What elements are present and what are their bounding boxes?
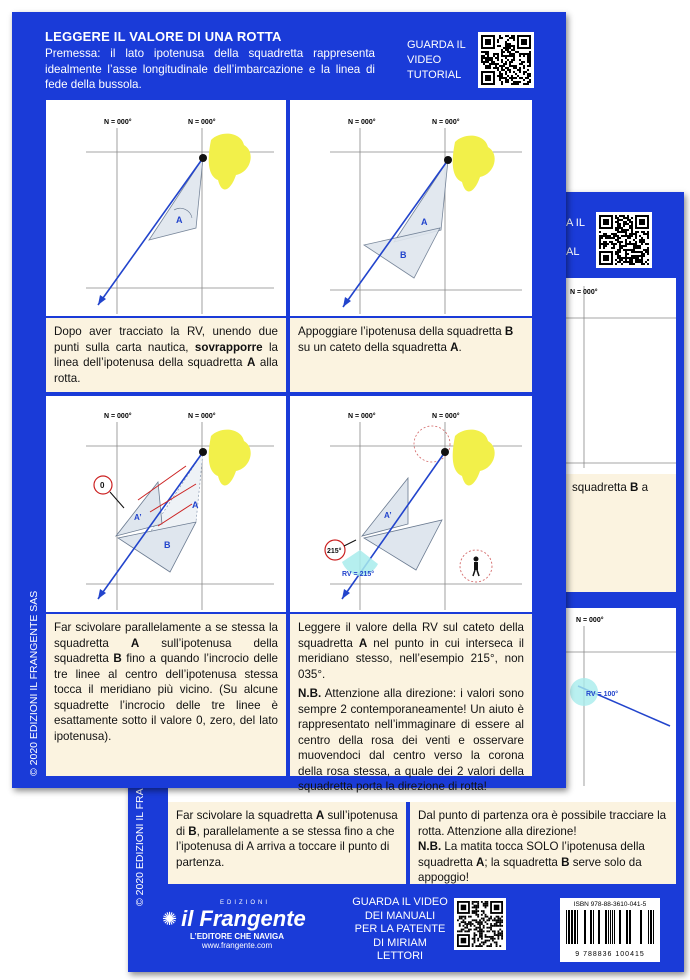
svg-text:B: B — [164, 540, 171, 550]
back-copyright: © 2020 EDIZIONI IL FRA — [134, 788, 146, 906]
front-copyright: © 2020 EDIZIONI IL FRANGENTE SAS — [28, 590, 40, 776]
back-caption-step5: Far scivolare la squadretta A sull’ipotenusa di B, parallelamente a se stessa fino a che l’ipotenusa di A arriva a toccare il punto di partenza. — [168, 802, 406, 884]
island-shape — [209, 134, 251, 190]
rv-215-label: RV = 215° — [342, 571, 375, 578]
barcode-icon — [560, 908, 660, 946]
island-shape — [453, 136, 495, 192]
video-tutorial-label: GUARDA IL VIDEO TUTORIAL — [407, 39, 466, 81]
video-qr-code[interactable] — [478, 32, 534, 88]
premise-text: Premessa: il lato ipotenusa della squadretta rappresenta idealmente l’asse longitudinale dell’imbarcazione e la linea di fede della bussola. — [45, 47, 375, 91]
qr-code-icon — [481, 35, 531, 85]
svg-text:B: B — [400, 250, 407, 260]
qr-code-icon — [457, 901, 503, 947]
rv-100-label: RV = 100° — [586, 691, 619, 698]
back-panel-1 — [564, 278, 676, 474]
svg-text:N = 000°: N = 000° — [188, 119, 216, 126]
publisher-logo[interactable]: EDIZIONI ✺ il Frangente L’EDITORE CHE NAVIGA www.frangente.com — [162, 900, 306, 950]
front-card — [12, 12, 566, 793]
manual-video-label: GUARDA IL VIDEO DEI MANUALI PER LA PATENTE DI MIRIAM LETTORI — [352, 896, 448, 962]
front-header — [45, 29, 375, 93]
diagram-step1-svg — [46, 100, 286, 316]
svg-text:A’: A’ — [134, 513, 142, 522]
svg-text:A: A — [192, 500, 199, 510]
diagram-step2-svg — [290, 100, 532, 316]
diagram-step4-svg — [290, 396, 532, 612]
diagram-step3 — [46, 396, 286, 612]
diagram-step1 — [46, 100, 286, 316]
island-shape — [453, 430, 495, 486]
back-diagram-2 — [564, 608, 676, 788]
svg-text:N = 000°: N = 000° — [348, 119, 376, 126]
person-icon — [473, 557, 479, 577]
manual-qr-code[interactable] — [454, 898, 506, 950]
island-shape — [209, 430, 251, 486]
caption-step4: Leggere il valore della RV sul cateto della squadretta A nel punto in cui interseca il meridiano stesso, nell’esempio 215°, non 035°. N.B. Attenzione alla direzione: i valori sono sempre 2 contemporaneamente! Un aiuto è rappresentato nell’immaginare di essere al centro della rosa dei venti e osservare muovendoci dal centro verso la corona della rosa stessa, a quale dei 2 valori della squadretta porta la direzione di rotta! — [290, 614, 532, 776]
svg-text:0: 0 — [100, 481, 105, 490]
svg-text:N = 000°: N = 000° — [188, 413, 216, 420]
back-north-label: N = 000° — [570, 289, 598, 296]
back-caption-fragment: squadretta B a — [564, 474, 676, 592]
caption-step1: Dopo aver tracciato la RV, unendo due punti sulla carta nautica, sovrapporre la linea dell’ipotenusa della squadretta A alla rotta. — [46, 318, 286, 392]
caption-step2: Appoggiare l’ipotenusa della squadretta B su un cateto della squadretta A. — [290, 318, 532, 392]
page-title: LEGGERE IL VALORE DI UNA ROTTA — [45, 29, 282, 44]
svg-text:N = 000°: N = 000° — [348, 413, 376, 420]
svg-text:N = 000°: N = 000° — [576, 617, 604, 624]
diagram-step4 — [290, 396, 532, 612]
compass-rose-icon: ✺ — [162, 908, 178, 929]
back-caption-step6: Dal punto di partenza ora è possibile tracciare la rotta. Attenzione alla direzione! N.B. La matita tocca SOLO l’ipotenusa della squadretta A; la squadretta B serve solo da appoggio! — [410, 802, 676, 884]
svg-text:A: A — [176, 215, 183, 225]
isbn-barcode: ISBN 978-88-3610-041-5 9 788836 100415 — [560, 898, 660, 962]
back-diagram-1 — [564, 278, 676, 474]
back-panel-2 — [564, 608, 676, 788]
back-qr-code[interactable] — [596, 212, 652, 268]
svg-text:A: A — [421, 217, 428, 227]
caption-step3: Far scivolare parallelamente a se stessa la squadretta A sull’ipotenusa della squadretta B fino a quando l’incrocio delle tre linee al centro dell’ipotenusa stessa tocca il meridiano più vicino. (Su alcune squadrette l’incrocio delle tre linee è esattamente sotto il valore 0, zero, del lato ipotenusa). — [46, 614, 286, 776]
diagram-step2 — [290, 100, 532, 316]
svg-text:N = 000°: N = 000° — [432, 119, 460, 126]
svg-text:N = 000°: N = 000° — [104, 413, 132, 420]
back-video-label: A IL AL — [566, 217, 585, 258]
qr-code-icon — [599, 215, 649, 265]
svg-text:A’: A’ — [384, 511, 392, 520]
diagram-step3-svg — [46, 396, 286, 612]
svg-text:215°: 215° — [327, 548, 342, 555]
svg-text:N = 000°: N = 000° — [432, 413, 460, 420]
north-label: N = 000° — [104, 119, 132, 126]
